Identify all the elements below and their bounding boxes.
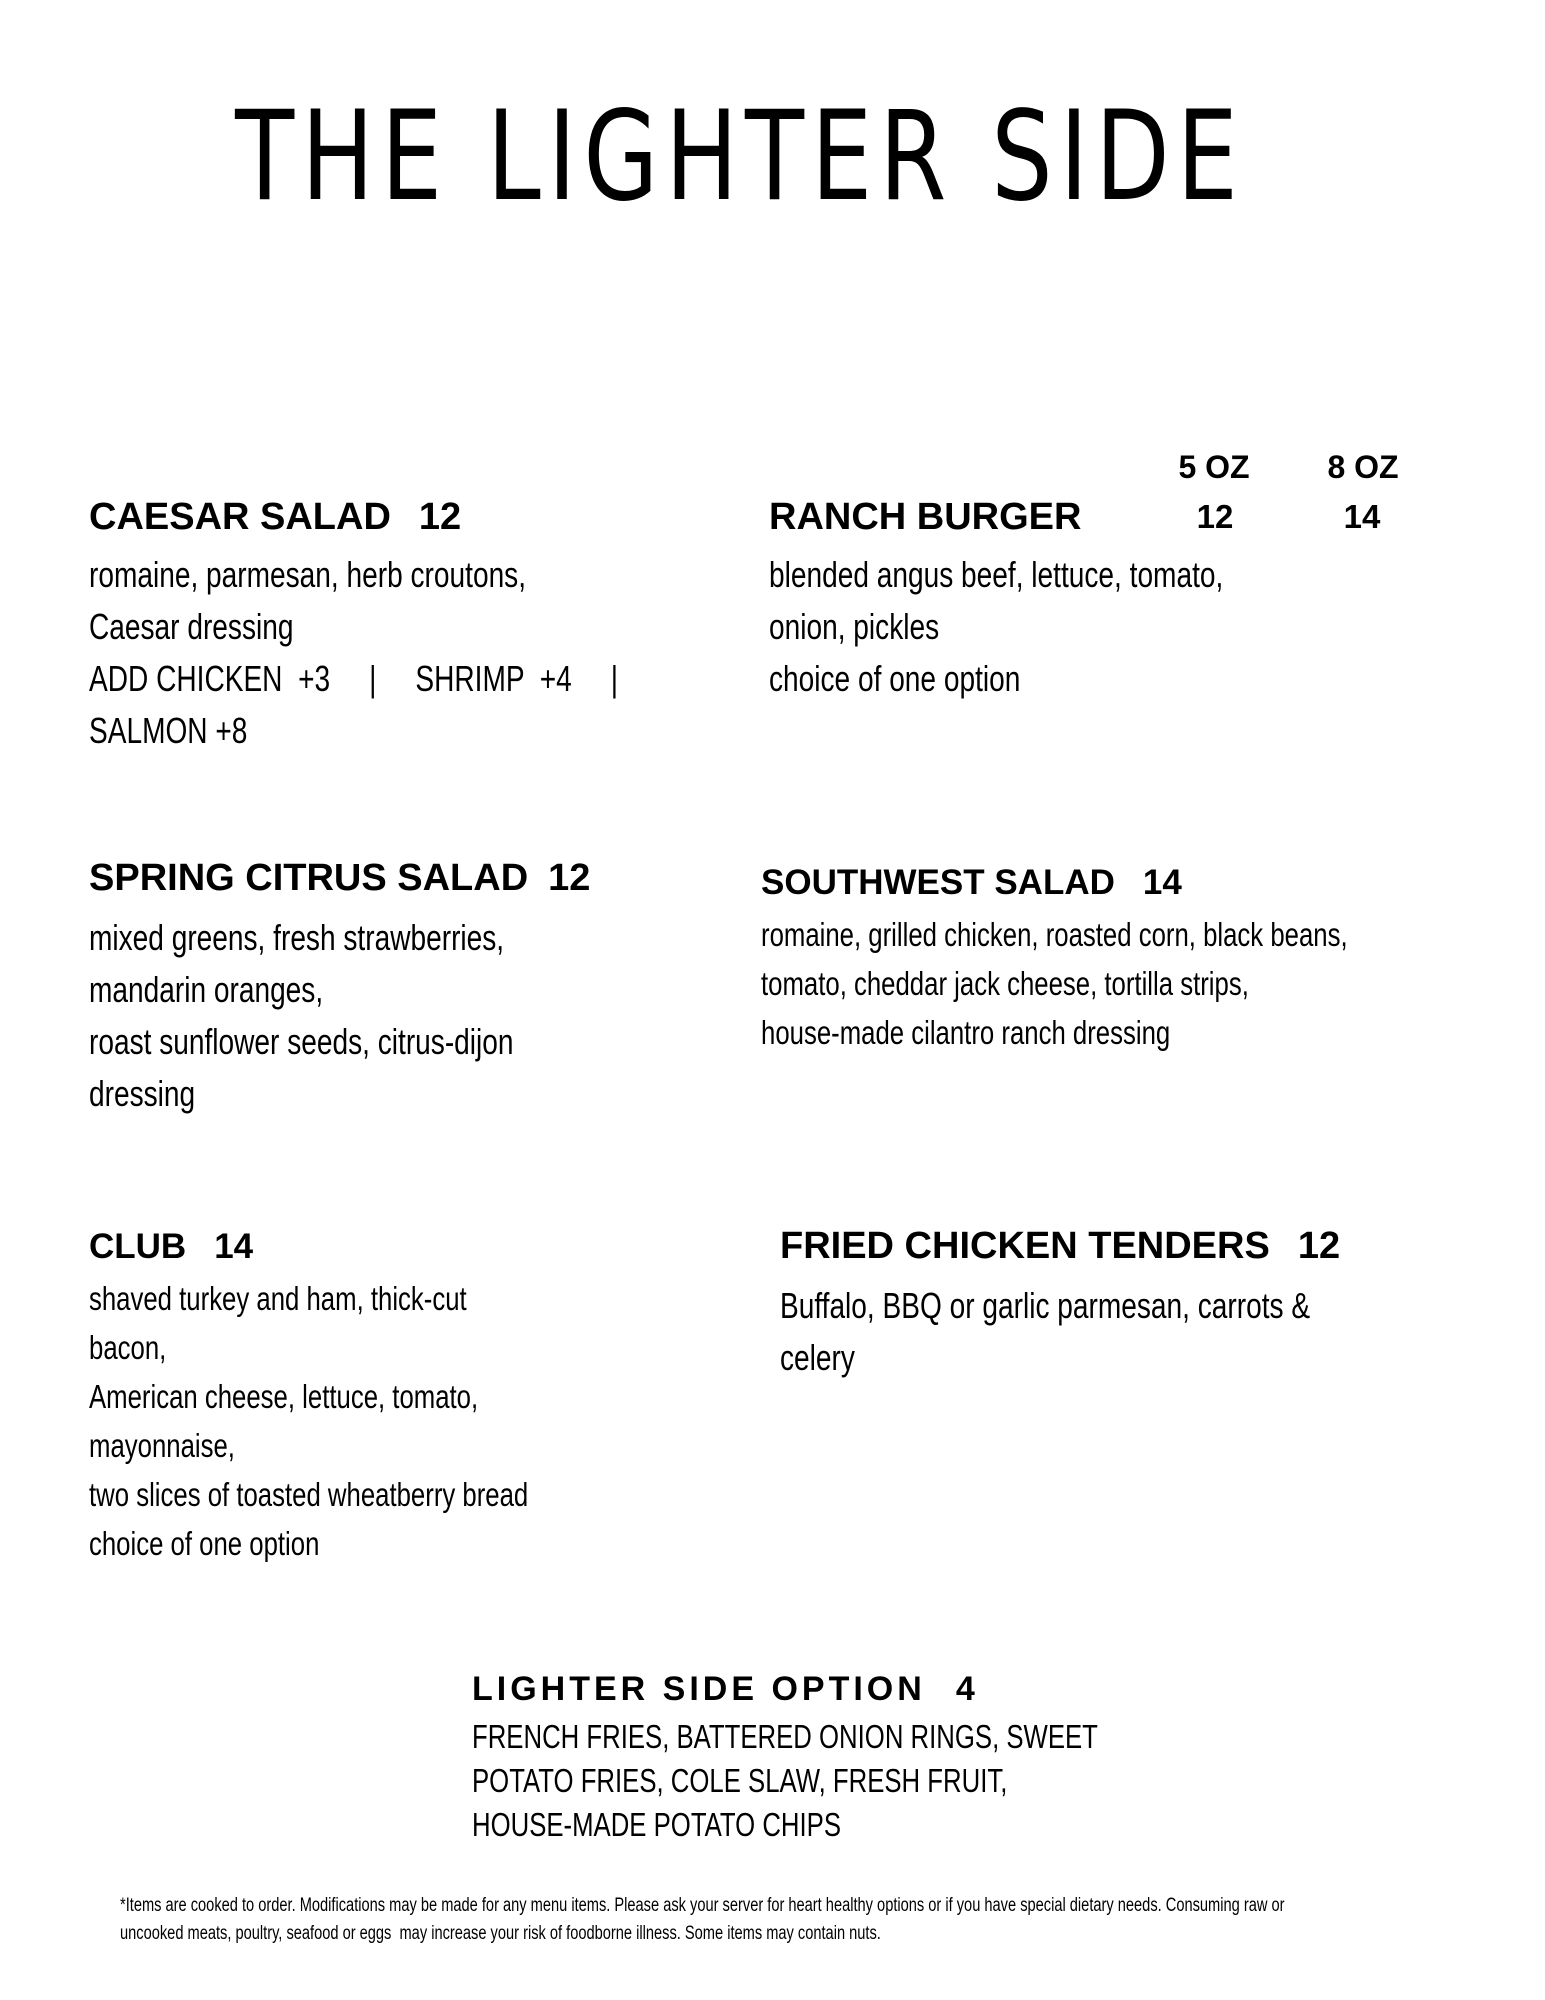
footnote-line: *Items are cooked to order. Modifications may be made for any menu items. Please ask your server for heart healthy options or if you have special dietary needs. Consuming raw or: [120, 1895, 1285, 1916]
menu-item-southwest-salad: [761, 862, 1513, 1057]
menu-item-caesar-salad: [89, 495, 767, 757]
size-price-8oz: 14: [1343, 498, 1381, 535]
item-price: 12: [1297, 1225, 1341, 1267]
page-title: THE LIGHTER SIDE: [235, 85, 1245, 229]
description-line: mixed greens, fresh strawberries,: [89, 916, 505, 958]
option-description: [472, 1715, 1098, 1847]
item-heading: [89, 1226, 652, 1268]
item-description: [769, 549, 1223, 705]
item-name: RANCH BURGER: [769, 496, 1082, 538]
item-price: 14: [1142, 863, 1182, 902]
item-description: [89, 912, 514, 1120]
size-price-5oz: 12: [1196, 498, 1234, 535]
option-heading: [472, 1670, 1274, 1709]
description-line: mayonnaise,: [89, 1427, 235, 1464]
description-line: celery: [780, 1336, 855, 1378]
item-name: SOUTHWEST SALAD: [761, 863, 1115, 902]
description-line: choice of one option: [89, 1525, 320, 1562]
item-price: 12: [548, 857, 591, 899]
menu-item-fried-chicken-tenders: [780, 1224, 1460, 1384]
description-line: bacon,: [89, 1329, 167, 1366]
description-line: house-made cilantro ranch dressing: [761, 1014, 1171, 1051]
description-line: onion, pickles: [769, 605, 940, 647]
item-description: [89, 1274, 528, 1568]
description-line: romaine, grilled chicken, roasted corn, black beans,: [761, 916, 1348, 953]
description-line: Buffalo, BBQ or garlic parmesan, carrots &: [780, 1284, 1311, 1326]
description-line: American cheese, lettuce, tomato,: [89, 1378, 479, 1415]
option-line: FRENCH FRIES, BATTERED ONION RINGS, SWEET: [472, 1718, 1098, 1755]
lighter-side-option: [472, 1670, 1274, 1847]
menu-item-ranch-burger: [769, 495, 1351, 705]
description-line: blended angus beef, lettuce, tomato,: [769, 553, 1224, 595]
item-heading: [780, 1224, 1460, 1270]
description-line: two slices of toasted wheatberry bread: [89, 1476, 529, 1513]
item-price: 12: [418, 496, 462, 538]
description-line: roast sunflower seeds, citrus-dijon: [89, 1020, 514, 1062]
description-line: SALMON +8: [89, 709, 248, 751]
description-line: romaine, parmesan, herb croutons,: [89, 553, 527, 595]
item-name: CAESAR SALAD: [89, 496, 391, 538]
description-line: tomato, cheddar jack cheese, tortilla strips,: [761, 965, 1249, 1002]
item-description: [761, 910, 1348, 1057]
item-name: FRIED CHICKEN TENDERS: [780, 1225, 1270, 1267]
description-line: dressing: [89, 1072, 196, 1114]
item-description: [780, 1280, 1310, 1384]
size-label-5oz: 5 OZ: [1178, 449, 1250, 485]
disclaimer-footnote: [120, 1892, 1429, 1948]
description-line: ADD CHICKEN +3 | SHRIMP +4 |: [89, 657, 619, 699]
description-line: Caesar dressing: [89, 605, 294, 647]
item-description: [89, 549, 618, 757]
menu-item-spring-citrus-salad: [89, 856, 633, 1120]
item-price: 14: [214, 1227, 254, 1266]
description-line: mandarin oranges,: [89, 968, 324, 1010]
size-label-8oz: 8 OZ: [1327, 449, 1399, 485]
option-line: POTATO FRIES, COLE SLAW, FRESH FRUIT,: [472, 1762, 1008, 1799]
item-name: CLUB: [89, 1227, 187, 1266]
item-heading: [89, 856, 633, 902]
menu-item-club: [89, 1226, 652, 1568]
item-name: SPRING CITRUS SALAD: [89, 857, 529, 899]
option-price: 4: [955, 1670, 979, 1708]
footnote-line: uncooked meats, poultry, seafood or eggs may increase your risk of foodborne illness. Some items may contain nuts.: [120, 1923, 881, 1944]
description-line: choice of one option: [769, 657, 1021, 699]
option-line: HOUSE-MADE POTATO CHIPS: [472, 1806, 841, 1843]
option-name: LIGHTER SIDE OPTION: [472, 1670, 926, 1708]
description-line: shaved turkey and ham, thick-cut: [89, 1280, 467, 1317]
item-heading: [761, 862, 1513, 904]
item-heading: [89, 495, 767, 541]
